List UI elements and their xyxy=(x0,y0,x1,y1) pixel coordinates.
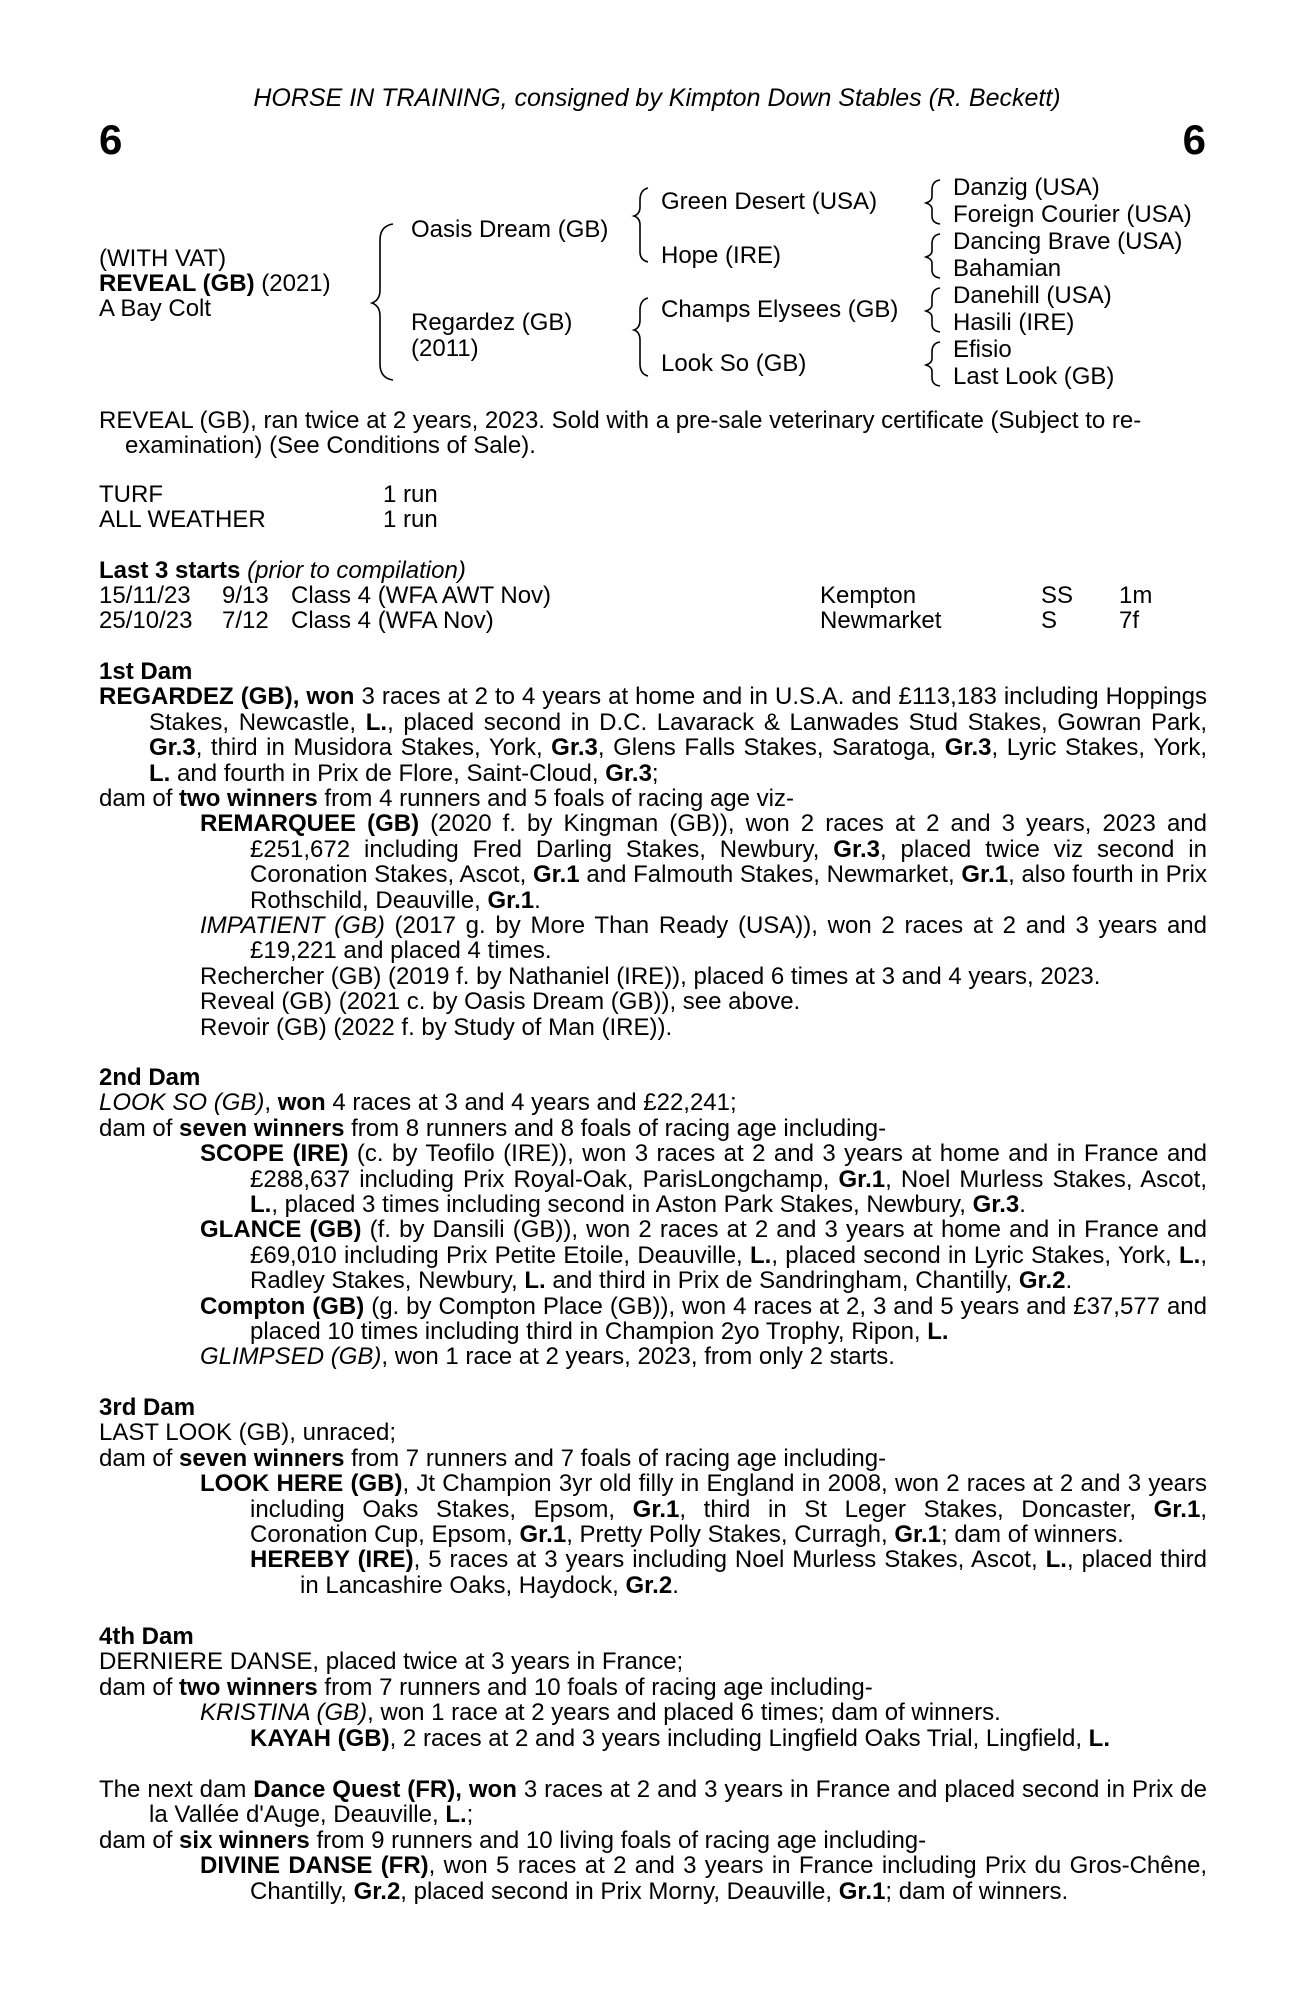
produce-name: GLIMPSED (GB) xyxy=(200,1343,382,1371)
text: , placed second in D.C. Lavarack & Lanwades Stud Stakes, Gowran Park, xyxy=(387,708,1208,736)
text: 3 races at 2 to 4 years at home and in U.S.A. and £113,183 including Hoppings Stakes, Newcastle, xyxy=(149,683,1208,736)
text: , placed second in Lyric Stakes, York, xyxy=(771,1241,1179,1269)
grade-label: Gr.1 xyxy=(961,861,1009,889)
pedigree-g8: Last Look (GB) xyxy=(953,363,1115,390)
produce-entry xyxy=(99,1294,1207,1345)
produce-entry: Rechercher (GB) (2019 f. by Nathaniel (IRE)), placed 6 times at 3 and 4 years, 2023. xyxy=(200,962,1101,990)
pedigree-g5: Danehill (USA) xyxy=(953,282,1112,309)
pedigree-braces xyxy=(0,0,1314,400)
produce-name: Compton (GB) xyxy=(200,1292,365,1320)
grade-label: L. xyxy=(524,1267,546,1295)
produce-entry: Revoir (GB) (2022 f. by Study of Man (IRE)). xyxy=(200,1013,673,1041)
third-dam-produce-summary xyxy=(99,1446,1207,1471)
horse-name: REVEAL (GB) xyxy=(99,270,255,297)
text: . xyxy=(534,886,541,914)
next-dam-name: Dance Quest (FR) xyxy=(253,1776,456,1803)
produce-entry xyxy=(99,913,1207,964)
pedigree-g3: Dancing Brave (USA) xyxy=(953,228,1183,255)
grade-label: L. xyxy=(1045,1546,1067,1574)
text: dam of xyxy=(99,1673,180,1701)
third-dam-entry: LAST LOOK (GB), unraced; xyxy=(99,1419,397,1447)
produce-name: REMARQUEE (GB) xyxy=(200,810,420,838)
text: , placed third in Lancashire Oaks, Haydock, xyxy=(300,1546,1207,1599)
pedigree-g2: Foreign Courier (USA) xyxy=(953,201,1192,228)
pedigree-dam-sire: Champs Elysees (GB) xyxy=(661,296,899,323)
text: dam of xyxy=(99,785,180,813)
start-distance: 1m xyxy=(1119,582,1153,609)
grade-label: L. xyxy=(149,759,171,787)
text: , Radley Stakes, Newbury, xyxy=(250,1241,1207,1295)
text: and third in Prix de Sandringham, Chantilly, xyxy=(545,1267,1019,1295)
text: , Jt Champion 3yr old filly in England in 2008, won 2 races at 2 and 3 years including Oaks Stakes, Epsom, xyxy=(250,1470,1208,1523)
first-dam-name: REGARDEZ (GB) xyxy=(99,683,293,711)
text: ; xyxy=(466,1801,474,1829)
text: , third in St Leger Stakes, Doncaster, xyxy=(679,1495,1154,1523)
text: from 8 runners and 8 foals of racing age including- xyxy=(344,1114,887,1142)
grade-label: L. xyxy=(365,708,388,736)
produce-entry xyxy=(99,1547,1207,1598)
fourth-dam-produce-summary xyxy=(99,1675,1207,1700)
text: from 4 runners and 5 foals of racing age viz- xyxy=(317,785,794,813)
grade-label: L. xyxy=(1179,1241,1201,1269)
first-dam-heading: 1st Dam xyxy=(99,658,193,685)
winners-count: two winners xyxy=(179,785,318,813)
text: (f. by Dansili (GB)), won 2 races at 2 and 3 years at home and in France and £69,010 including Prix Petite Etoile, Deauville, xyxy=(250,1216,1208,1269)
second-dam-heading: 2nd Dam xyxy=(99,1064,201,1091)
first-dam-produce-summary xyxy=(99,786,1207,811)
produce-entry xyxy=(99,1700,1207,1725)
text: dam of xyxy=(99,1114,180,1142)
text: ; xyxy=(651,759,659,787)
text: from 7 runners and 10 foals of racing age including- xyxy=(317,1673,873,1701)
start-going: SS xyxy=(1041,582,1074,609)
pedigree-dam: Regardez (GB) xyxy=(411,309,573,336)
winners-count: seven winners xyxy=(179,1444,345,1472)
starts-subtitle: (prior to compilation) xyxy=(247,557,466,584)
text: , placed twice viz second in Coronation Stakes, Ascot, xyxy=(250,835,1207,889)
text: 4 races at 3 and 4 years and £22,241; xyxy=(325,1089,737,1117)
summary-line1: REVEAL (GB), ran twice at 2 years, 2023. Sold with a pre-sale veterinary certificate (Subject to re- xyxy=(99,407,1142,434)
text: . xyxy=(1019,1191,1026,1219)
text: , third in Musidora Stakes, York, xyxy=(195,734,552,762)
text: (g. by Compton Place (GB)), won 4 races at 2, 3 and 5 years and £37,577 and placed 10 times including third in Champion 2yo Trophy, Ripon, xyxy=(250,1292,1207,1346)
start-course: Newmarket xyxy=(820,607,942,634)
produce-entry xyxy=(99,1726,1207,1751)
grade-label: Gr.3 xyxy=(944,734,992,762)
grade-label: L. xyxy=(445,1801,467,1829)
produce-name: LOOK HERE (GB) xyxy=(200,1470,403,1498)
runs-count-turf: 1 run xyxy=(383,481,438,508)
won-label: won xyxy=(277,1089,326,1117)
produce-name: IMPATIENT (GB) xyxy=(200,912,385,940)
horse-year: (2021) xyxy=(261,270,331,297)
runs-surface-aw: ALL WEATHER xyxy=(99,506,266,533)
third-dam-heading: 3rd Dam xyxy=(99,1394,196,1421)
text: , won 5 races at 2 and 3 years in France including Prix du Gros-Chêne, Chantilly, xyxy=(250,1852,1207,1905)
grade-label: Gr.1 xyxy=(838,1165,886,1193)
start-pos: 9/13 xyxy=(222,582,269,609)
consignment-header: HORSE IN TRAINING, consigned by Kimpton Down Stables (R. Beckett) xyxy=(253,84,1061,112)
starts-heading xyxy=(99,558,466,584)
pedigree-g6: Hasili (IRE) xyxy=(953,309,1075,336)
produce-entry xyxy=(99,1217,1207,1293)
second-dam-entry: LOOK SO (GB), won 4 races at 3 and 4 years and £22,241; xyxy=(99,1089,737,1117)
text: . xyxy=(672,1571,679,1599)
text: and fourth in Prix de Flore, Saint-Cloud, xyxy=(170,759,606,787)
fourth-dam-entry: DERNIERE DANSE, placed twice at 3 years in France; xyxy=(99,1648,684,1676)
text: , 2 races at 2 and 3 years including Lingfield Oaks Trial, Lingfield, xyxy=(389,1724,1089,1752)
text: 3 races at 2 and 3 years in France and placed second in Prix de la Vallée d'Auge, Deauville, xyxy=(149,1776,1207,1829)
pedigree-dam-year: (2011) xyxy=(411,335,479,362)
text: , won 1 race at 2 years, 2023, from only 2 starts. xyxy=(381,1343,895,1371)
starts-title: Last 3 starts xyxy=(99,557,241,584)
start-date: 25/10/23 xyxy=(99,607,193,634)
grade-label: Gr.1 xyxy=(1153,1495,1201,1523)
third-dam-section xyxy=(99,1395,1207,1598)
text: and Falmouth Stakes, Newmarket, xyxy=(579,861,962,889)
produce-entry xyxy=(99,811,1207,913)
start-pos: 7/12 xyxy=(222,607,269,634)
second-dam-section xyxy=(99,1065,1207,1370)
lot-number-left: 6 xyxy=(99,116,123,163)
text: , placed 3 times including second in Aston Park Stakes, Newbury, xyxy=(271,1191,973,1219)
text: (2017 g. by More Than Ready (USA)), won 2 races at 2 and 3 years and £19,221 and placed 4 times. xyxy=(250,912,1207,965)
text: from 9 runners and 10 living foals of racing age including- xyxy=(309,1826,927,1854)
pedigree-g1: Danzig (USA) xyxy=(953,174,1100,201)
text: , Coronation Cup, Epsom, xyxy=(250,1495,1207,1549)
start-race: Class 4 (WFA Nov) xyxy=(291,607,494,634)
text: , Lyric Stakes, York, xyxy=(991,734,1208,762)
text: ; dam of winners. xyxy=(941,1521,1124,1549)
horse-description: A Bay Colt xyxy=(99,295,212,322)
summary-line2: examination) (See Conditions of Sale). xyxy=(125,432,536,459)
grade-label: Gr.1 xyxy=(519,1521,567,1549)
produce-name: KAYAH (GB) xyxy=(250,1724,390,1752)
grade-label: Gr.3 xyxy=(605,759,652,787)
grade-label: Gr.1 xyxy=(532,861,580,889)
second-dam-produce-summary xyxy=(99,1116,1207,1141)
pedigree-g7: Efisio xyxy=(953,336,1012,363)
text: from 7 runners and 7 foals of racing age including- xyxy=(344,1444,887,1472)
pedigree-sire: Oasis Dream (GB) xyxy=(411,216,609,243)
grade-label: Gr.3 xyxy=(551,734,598,762)
fourth-dam-heading: 4th Dam xyxy=(99,1623,194,1650)
start-distance: 7f xyxy=(1119,607,1140,634)
text: (2020 f. by Kingman (GB)), won 2 races at 2 and 3 years, 2023 and £251,672 including Fred Darling Stakes, Newbury, xyxy=(250,810,1207,863)
winners-count: seven winners xyxy=(179,1114,345,1142)
produce-name: KRISTINA (GB) xyxy=(200,1699,368,1727)
first-dam-entry xyxy=(99,684,1207,786)
grade-label: Gr.3 xyxy=(972,1191,1020,1219)
won-label: , won xyxy=(455,1776,517,1803)
text: dam of xyxy=(99,1826,180,1854)
produce-entry xyxy=(99,1141,1207,1217)
grade-label: L. xyxy=(250,1191,272,1219)
start-date: 15/11/23 xyxy=(99,582,191,609)
text: (c. by Teofilo (IRE)), won 3 races at 2 and 3 years at home and in France and £288,637 including Prix Royal-Oak, ParisLongchamp, xyxy=(250,1140,1208,1193)
grade-label: Gr.1 xyxy=(487,886,535,914)
text: , Glens Falls Stakes, Saratoga, xyxy=(597,734,945,762)
vat-label: (WITH VAT) xyxy=(99,245,227,272)
text: , also fourth in Prix Rothschild, Deauville, xyxy=(250,861,1207,914)
produce-entry xyxy=(99,1853,1207,1904)
grade-label: Gr.1 xyxy=(838,1877,886,1905)
start-race: Class 4 (WFA AWT Nov) xyxy=(291,582,552,609)
text: , placed second in Prix Morny, Deauville, xyxy=(400,1877,839,1905)
winners-count: two winners xyxy=(179,1673,318,1701)
pedigree-sire-sire: Green Desert (USA) xyxy=(661,188,878,215)
produce-name: SCOPE (IRE) xyxy=(200,1140,349,1168)
next-dam-section xyxy=(99,1777,1207,1904)
grade-label: Gr.2 xyxy=(1018,1267,1066,1295)
text: The next dam xyxy=(99,1776,254,1803)
next-dam-entry xyxy=(99,1777,1207,1828)
start-course: Kempton xyxy=(820,582,917,609)
text: ; dam of winners. xyxy=(885,1877,1069,1905)
grade-label: L. xyxy=(750,1241,772,1269)
grade-label: L. xyxy=(927,1318,949,1346)
produce-entry xyxy=(99,1471,1207,1547)
grade-label: Gr.3 xyxy=(833,835,880,863)
produce-entry xyxy=(99,1344,1207,1369)
grade-label: Gr.3 xyxy=(149,734,196,762)
grade-label: L. xyxy=(1088,1724,1110,1752)
runs-surface-turf: TURF xyxy=(99,481,163,508)
text: , won 1 race at 2 years and placed 6 times; dam of winners. xyxy=(367,1699,1001,1727)
grade-label: Gr.2 xyxy=(625,1571,673,1599)
start-going: S xyxy=(1041,607,1058,634)
produce-name: GLANCE (GB) xyxy=(200,1216,362,1244)
grade-label: Gr.1 xyxy=(894,1521,942,1549)
pedigree-g4: Bahamian xyxy=(953,255,1062,282)
next-dam-produce-summary xyxy=(99,1828,1207,1853)
pedigree-sire-dam: Hope (IRE) xyxy=(661,242,782,269)
winners-count: six winners xyxy=(179,1826,310,1854)
grade-label: Gr.2 xyxy=(353,1877,401,1905)
second-dam-name: LOOK SO (GB) xyxy=(99,1089,265,1117)
produce-entry: Reveal (GB) (2021 c. by Oasis Dream (GB)), see above. xyxy=(200,988,801,1016)
text: , Noel Murless Stakes, Ascot, xyxy=(885,1165,1207,1193)
grade-label: Gr.1 xyxy=(632,1495,680,1523)
produce-name: DIVINE DANSE (FR) xyxy=(200,1852,429,1880)
lot-number-right: 6 xyxy=(1182,116,1206,163)
text: dam of xyxy=(99,1444,180,1472)
text: . xyxy=(1065,1267,1073,1295)
pedigree-dam-dam: Look So (GB) xyxy=(661,350,807,377)
fourth-dam-section xyxy=(99,1624,1207,1751)
text: , 5 races at 3 years including Noel Murless Stakes, Ascot, xyxy=(413,1546,1046,1574)
runs-count-aw: 1 run xyxy=(383,506,438,533)
first-dam-section xyxy=(99,659,1207,1040)
won-label: , won xyxy=(292,683,355,711)
produce-name: HEREBY (IRE) xyxy=(250,1546,414,1574)
text: , Pretty Polly Stakes, Curragh, xyxy=(566,1521,895,1549)
